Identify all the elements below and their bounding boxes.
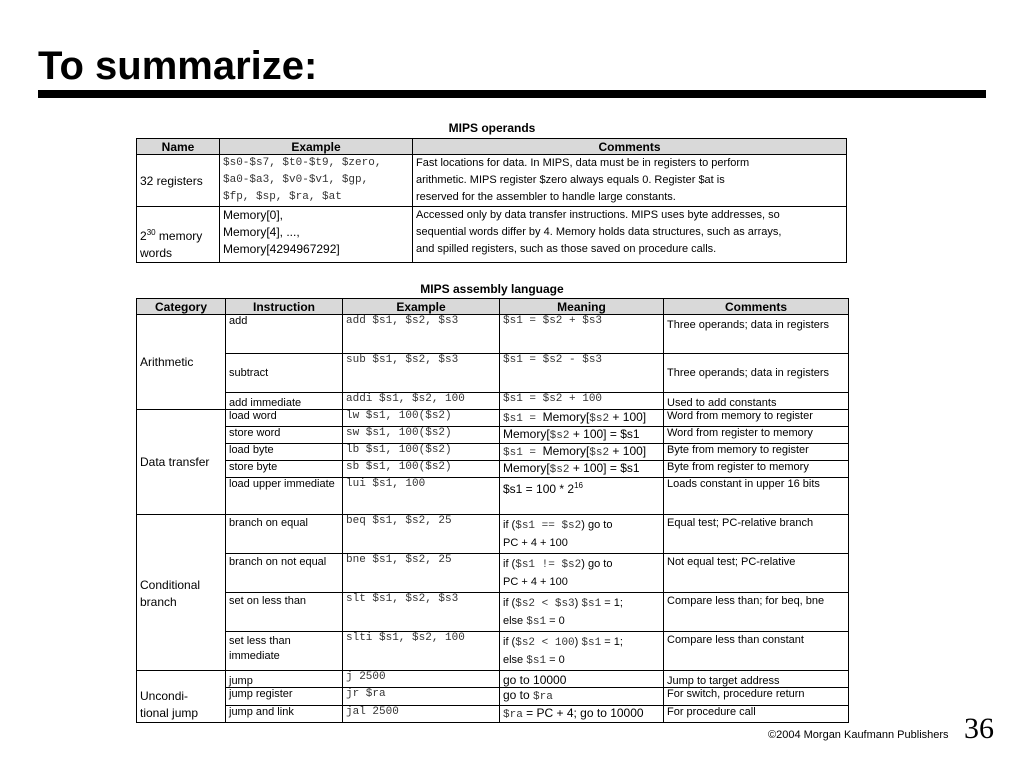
copyright-footer: ©2004 Morgan Kaufmann Publishers xyxy=(768,729,949,741)
comment-line: Accessed only by data transfer instructions. MIPS uses byte addresses, so xyxy=(416,209,780,221)
instruction-cell: jump register xyxy=(226,688,343,705)
table-row xyxy=(137,461,849,478)
example-line: Memory[0], xyxy=(223,208,284,222)
meaning-line2: PC + 4 + 100 xyxy=(503,537,568,549)
example-cell: jr $ra xyxy=(343,688,500,705)
category-line: branch xyxy=(140,595,177,609)
instruction-cell: add xyxy=(226,315,343,354)
instruction-cell: jump and link xyxy=(226,705,343,722)
table-row xyxy=(137,207,847,263)
header-comments: Comments xyxy=(413,139,847,155)
meaning-part: $s1 xyxy=(581,637,602,649)
row-name xyxy=(137,207,220,263)
example-cell: lui $s1, 100 xyxy=(343,478,500,515)
instruction-cell: branch on not equal xyxy=(226,554,343,593)
meaning-part: $ra xyxy=(503,708,523,721)
category-line: tional jump xyxy=(140,706,199,720)
table-header-row xyxy=(137,299,849,315)
comment-cell: Jump to target address xyxy=(664,671,849,688)
example-line: $s0-$s7, $t0-$t9, $zero, xyxy=(223,157,382,169)
slide-title: To summarize: xyxy=(38,44,318,88)
table-row xyxy=(137,315,849,354)
comment-cell: For switch, procedure return xyxy=(664,688,849,705)
meaning-part: $s2 xyxy=(589,413,610,425)
row-example xyxy=(220,155,413,207)
category-line: Conditional xyxy=(140,578,201,592)
meaning-cell: $s1 = $s2 + $s3 xyxy=(500,315,664,354)
comment-cell: Word from memory to register xyxy=(664,410,849,427)
row-example xyxy=(220,207,413,263)
table-row xyxy=(137,354,849,393)
meaning-part: ) go to xyxy=(581,519,613,531)
meaning-part: $s1 xyxy=(526,655,547,667)
comment-cell: Loads constant in upper 16 bits xyxy=(664,478,849,515)
meaning-part: + 100] = $s1 xyxy=(569,427,640,441)
instruction-cell xyxy=(226,632,343,671)
example-cell: lw $s1, 100($s2) xyxy=(343,410,500,427)
comment-cell: Three operands; data in registers xyxy=(664,354,849,393)
comment-cell: Byte from register to memory xyxy=(664,461,849,478)
meaning-part: + 100] = $s1 xyxy=(569,461,640,475)
row-comment xyxy=(413,207,847,263)
meaning-part: $s1 == $s2 xyxy=(515,520,582,532)
meaning-cell xyxy=(500,593,664,632)
example-cell: addi $s1, $s2, 100 xyxy=(343,393,500,410)
comment-line: and spilled registers, such as those saved on procedure calls. xyxy=(416,243,717,255)
meaning-part: = 1; xyxy=(601,636,623,648)
table-row xyxy=(137,593,849,632)
table-row xyxy=(137,478,849,515)
meaning-part: else xyxy=(503,615,527,627)
instruction-cell: store word xyxy=(226,427,343,444)
instruction-cell: subtract xyxy=(226,354,343,393)
header-example: Example xyxy=(220,139,413,155)
assembly-table xyxy=(136,298,849,723)
row-comment xyxy=(413,155,847,207)
instruction-cell: jump xyxy=(226,671,343,688)
meaning-cell: $s1 = $s2 + 100 xyxy=(500,393,664,410)
title-underline xyxy=(38,90,986,98)
meaning-cell xyxy=(500,705,664,722)
comment-cell: Used to add constants xyxy=(664,393,849,410)
example-cell: add $s1, $s2, $s3 xyxy=(343,315,500,354)
meaning-line2: PC + 4 + 100 xyxy=(503,576,568,588)
comment-cell: Equal test; PC-relative branch xyxy=(664,515,849,554)
meaning-part: go to xyxy=(503,688,534,703)
meaning-cell xyxy=(500,427,664,444)
operands-table xyxy=(136,138,847,263)
comment-cell: Three operands; data in registers xyxy=(664,315,849,354)
meaning-exponent: 16 xyxy=(574,481,583,490)
comment-line: Fast locations for data. In MIPS, data must be in registers to perform xyxy=(416,157,750,169)
meaning-part: $s2 xyxy=(589,447,610,459)
meaning-part: Memory[ xyxy=(542,444,590,458)
example-cell: sw $s1, 100($s2) xyxy=(343,427,500,444)
meaning-part: Memory[ xyxy=(542,410,590,424)
example-cell: j 2500 xyxy=(343,671,500,688)
example-cell: beq $s1, $s2, 25 xyxy=(343,515,500,554)
category-conditional-branch xyxy=(137,515,226,671)
meaning-part: ) go to xyxy=(581,558,613,570)
meaning-part: ) xyxy=(574,636,582,648)
example-cell: slt $s1, $s2, $s3 xyxy=(343,593,500,632)
header-comments: Comments xyxy=(664,299,849,315)
comment-cell: Word from register to memory xyxy=(664,427,849,444)
category-line: Uncondi- xyxy=(140,689,189,703)
table-row xyxy=(137,393,849,410)
meaning-cell xyxy=(500,688,664,705)
meaning-cell xyxy=(500,478,664,515)
meaning-part: + 100] xyxy=(609,410,647,424)
meaning-part: else xyxy=(503,654,527,666)
meaning-part: $s1 = 100 * 2 xyxy=(503,482,575,496)
table-row xyxy=(137,632,849,671)
table-row xyxy=(137,515,849,554)
meaning-part: ) xyxy=(574,597,582,609)
meaning-cell xyxy=(500,632,664,671)
meaning-part: $s1 = xyxy=(503,413,543,425)
meaning-part: $s2 xyxy=(549,430,570,442)
row-name: 32 registers xyxy=(137,155,220,207)
table-row xyxy=(137,410,849,427)
header-meaning: Meaning xyxy=(500,299,664,315)
name-exponent: 30 xyxy=(146,228,156,237)
comment-line: sequential words differ by 4. Memory holds data structures, such as arrays, xyxy=(416,226,782,238)
instruction-cell: add immediate xyxy=(226,393,343,410)
meaning-part: $s1 xyxy=(581,598,602,610)
header-example: Example xyxy=(343,299,500,315)
category-unconditional-jump xyxy=(137,671,226,723)
instruction-cell: load byte xyxy=(226,444,343,461)
table-row xyxy=(137,705,849,722)
instruction-line: set less than xyxy=(229,635,291,647)
meaning-part: = PC + 4; go to 10000 xyxy=(522,705,644,720)
header-instruction: Instruction xyxy=(226,299,343,315)
example-cell: bne $s1, $s2, 25 xyxy=(343,554,500,593)
meaning-cell xyxy=(500,554,664,593)
name-base: 2 xyxy=(140,229,147,243)
assembly-caption: MIPS assembly language xyxy=(420,282,564,296)
header-category: Category xyxy=(137,299,226,315)
meaning-cell xyxy=(500,461,664,478)
page-number: 36 xyxy=(964,712,994,745)
instruction-line: immediate xyxy=(229,650,280,662)
example-line: $a0-$a3, $v0-$v1, $gp, xyxy=(223,174,369,186)
example-cell: lb $s1, 100($s2) xyxy=(343,444,500,461)
meaning-part: $s1 != $s2 xyxy=(515,559,582,571)
operands-caption: MIPS operands xyxy=(448,121,536,135)
meaning-part: Memory[ xyxy=(503,461,550,475)
comment-cell: Compare less than constant xyxy=(664,632,849,671)
meaning-part: + 100] xyxy=(609,444,647,458)
meaning-part: $s2 xyxy=(549,464,570,476)
instruction-cell: load word xyxy=(226,410,343,427)
comment-cell: Compare less than; for beq, bne xyxy=(664,593,849,632)
meaning-cell: $s1 = $s2 - $s3 xyxy=(500,354,664,393)
meaning-part: $s2 < 100 xyxy=(515,637,575,649)
comment-cell: For procedure call xyxy=(664,705,849,722)
example-line: $fp, $sp, $ra, $at xyxy=(223,191,342,203)
header-name: Name xyxy=(137,139,220,155)
example-cell: slti $s1, $s2, 100 xyxy=(343,632,500,671)
example-cell: sub $s1, $s2, $s3 xyxy=(343,354,500,393)
table-row xyxy=(137,427,849,444)
meaning-cell: go to 10000 xyxy=(500,671,664,688)
meaning-part: $s1 = xyxy=(503,447,543,459)
comment-line: reserved for the assembler to handle large constants. xyxy=(416,191,676,203)
example-cell: jal 2500 xyxy=(343,705,500,722)
category-arithmetic: Arithmetic xyxy=(137,315,226,410)
instruction-cell: branch on equal xyxy=(226,515,343,554)
comment-cell: Byte from memory to register xyxy=(664,444,849,461)
meaning-part: if ( xyxy=(503,636,516,648)
comment-line: arithmetic. MIPS register $zero always equals 0. Register $at is xyxy=(416,174,725,186)
instruction-cell: set on less than xyxy=(226,593,343,632)
meaning-part: = 0 xyxy=(546,615,565,627)
example-line: Memory[4294967292] xyxy=(223,242,340,256)
example-line: Memory[4], ..., xyxy=(223,225,300,239)
table-row xyxy=(137,688,849,705)
table-row xyxy=(137,554,849,593)
meaning-cell xyxy=(500,515,664,554)
meaning-part: $s2 < $s3 xyxy=(515,598,575,610)
meaning-cell xyxy=(500,410,664,427)
meaning-part: if ( xyxy=(503,558,516,570)
meaning-cell xyxy=(500,444,664,461)
name-line2: words xyxy=(140,246,173,260)
name-rest: memory xyxy=(155,229,203,243)
instruction-cell: load upper immediate xyxy=(226,478,343,515)
meaning-part: if ( xyxy=(503,597,516,609)
table-row xyxy=(137,671,849,688)
table-header-row xyxy=(137,139,847,155)
table-row xyxy=(137,444,849,461)
meaning-part: = 1; xyxy=(601,597,623,609)
example-cell: sb $s1, 100($s2) xyxy=(343,461,500,478)
meaning-part: if ( xyxy=(503,519,516,531)
table-row xyxy=(137,155,847,207)
meaning-part: = 0 xyxy=(546,654,565,666)
instruction-cell: store byte xyxy=(226,461,343,478)
meaning-part: $ra xyxy=(533,691,553,704)
meaning-part: $s1 xyxy=(526,616,547,628)
meaning-part: Memory[ xyxy=(503,427,550,441)
category-data-transfer: Data transfer xyxy=(137,410,226,515)
comment-cell: Not equal test; PC-relative xyxy=(664,554,849,593)
